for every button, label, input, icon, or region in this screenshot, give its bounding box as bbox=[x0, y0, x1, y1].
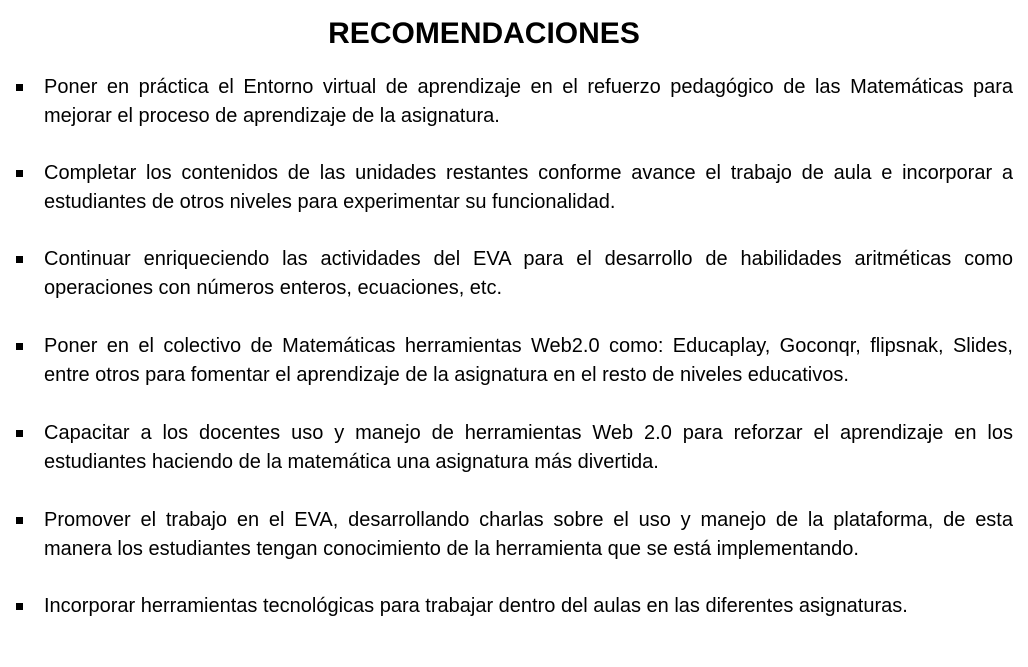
bullet-square-icon bbox=[16, 343, 23, 350]
bullet-square-icon bbox=[16, 170, 23, 177]
list-item-text: Promover el trabajo en el EVA, desarrollando charlas sobre el uso y manejo de la plataforma, de esta manera los estudiantes tengan conocimiento de la herramienta que se está implementando. bbox=[44, 509, 1013, 560]
list-item bbox=[44, 159, 1013, 217]
bullet-square-icon bbox=[16, 603, 23, 610]
list-item bbox=[44, 506, 1013, 564]
list-item-text: Poner en práctica el Entorno virtual de aprendizaje en el refuerzo pedagógico de las Matemáticas para mejorar el proceso de aprendizaje de la asignatura. bbox=[44, 76, 1013, 127]
list-item-text: Continuar enriqueciendo las actividades del EVA para el desarrollo de habilidades aritméticas como operaciones con números enteros, ecuaciones, etc. bbox=[44, 248, 1013, 299]
bullet-square-icon bbox=[16, 430, 23, 437]
list-item bbox=[44, 332, 1013, 390]
list-item bbox=[44, 245, 1013, 303]
bullet-square-icon bbox=[16, 84, 23, 91]
list-item bbox=[44, 592, 1013, 621]
page-title: RECOMENDACIONES bbox=[328, 17, 640, 50]
list-item-text: Incorporar herramientas tecnológicas para trabajar dentro del aulas en las diferentes asignaturas. bbox=[44, 595, 908, 617]
bullet-square-icon bbox=[16, 256, 23, 263]
list-item-text: Poner en el colectivo de Matemáticas herramientas Web2.0 como: Educaplay, Goconqr, flipsnak, Slides, entre otros para fomentar el aprendizaje de la asignatura en el resto de niveles educativos. bbox=[44, 335, 1013, 386]
list-item bbox=[44, 419, 1013, 477]
list-item-text: Capacitar a los docentes uso y manejo de herramientas Web 2.0 para reforzar el aprendizaje en los estudiantes haciendo de la matemática una asignatura más divertida. bbox=[44, 422, 1013, 473]
list-item bbox=[44, 73, 1013, 131]
list-item-text: Completar los contenidos de las unidades restantes conforme avance el trabajo de aula e incorporar a estudiantes de otros niveles para experimentar su funcionalidad. bbox=[44, 162, 1013, 213]
bullet-square-icon bbox=[16, 517, 23, 524]
